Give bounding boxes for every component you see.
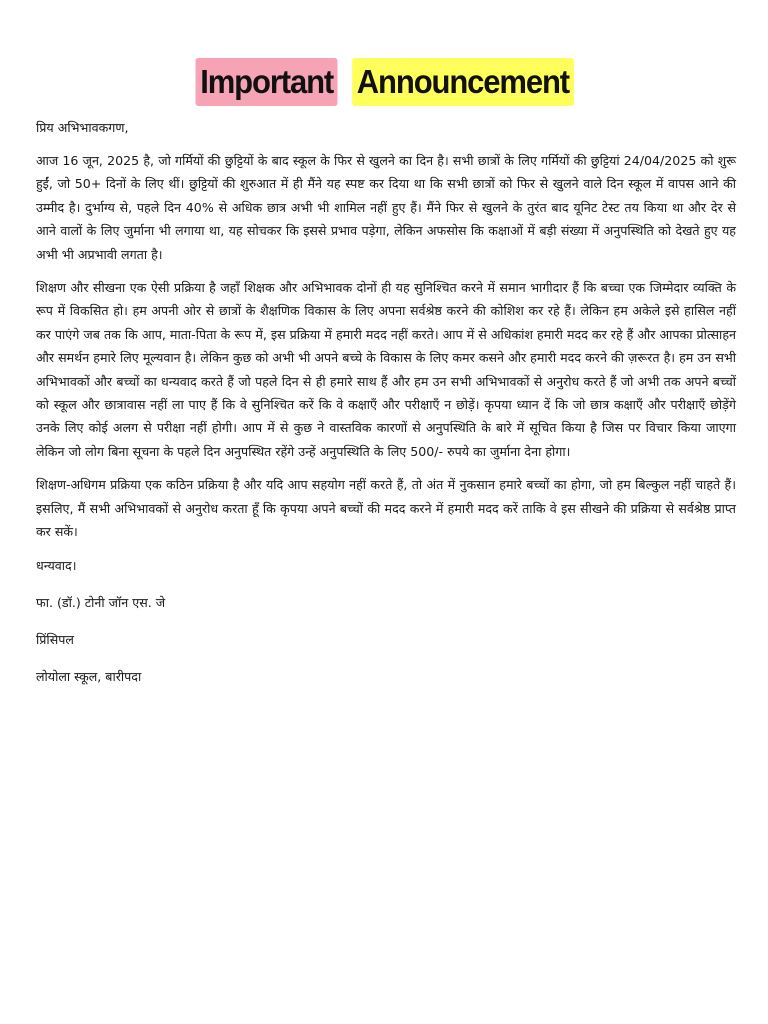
title-word-important: Important [196, 58, 338, 106]
signature-name: फा. (डॉ.) टोनी जॉन एस. जे [36, 594, 166, 610]
closing-thanks: धन्यवाद। [36, 557, 77, 573]
page-title [36, 58, 736, 106]
paragraph-request: शिक्षण-अधिगम प्रक्रिया एक कठिन प्रक्रिया है और यदि आप सहयोग नहीं करते हैं, तो अंत में नुकसान हमारे बच्चों का होगा, जो हम बिल्कुल नहीं चाहते हैं। इसलिए, मैं सभी अभिभावकों से अनुरोध करता हूँ कि कृपया अपने बच्चों की मदद करने में हमारी मदद करें ताकि वे इस सीखने की प्रक्रिया से सर्वश्रेष्ठ प्राप्त कर सकें। [36, 477, 736, 540]
title-word-announcement: Announcement [352, 58, 574, 106]
paragraph-reopening: आज 16 जून, 2025 है, जो गर्मियों की छुट्टियों के बाद स्कूल के फिर से खुलने का दिन है। सभी छात्रों के लिए गर्मियों की छुट्टियां 24/04/2025 को शुरू हुईं, जो 50+ दिनों के लिए थीं। छुट्टियों की शुरुआत में ही मैंने यह स्पष्ट कर दिया था कि सभी छात्रों को फिर से खुलने वाले दिन स्कूल में वापस आने की उम्मीद है। दुर्भाग्य से, पहले दिन 40% से अधिक छात्र अभी भी शामिल नहीं हुए हैं। मैंने फिर से खुलने के तुरंत बाद यूनिट टेस्ट तय किया था और देर से आने वालों के लिए जुर्माना भी लगाया था, यह सोचकर कि इससे प्रभाव पड़ेगा, लेकिन अफसोस कि कक्षाओं में बड़ी संख्या में अनुपस्थिति को देखते हुए यह अभी भी अप्रभावी लगता है। [36, 153, 736, 262]
salutation: प्रिय अभिभावकगण, [36, 120, 129, 135]
signature-designation: प्रिंसिपल [36, 631, 74, 647]
paragraph-teaching-learning: शिक्षण और सीखना एक ऐसी प्रक्रिया है जहाँ शिक्षक और अभिभावक दोनों ही यह सुनिश्चित करने में समान भागीदार हैं कि बच्चा एक जिम्मेदार व्यक्ति के रूप में विकसित हो। हम अपनी ओर से छात्रों के शैक्षणिक विकास के लिए अपना सर्वश्रेष्ठ करने की कोशिश कर रहे हैं। लेकिन हम अकेले इसे हासिल नहीं कर पाएंगे जब तक कि आप, माता-पिता के रूप में, इस प्रक्रिया में हमारी मदद नहीं करते। आप में से अधिकांश हमारी मदद कर रहे हैं और आपका प्रोत्साहन और समर्थन हमारे लिए मूल्यवान है। लेकिन कुछ को अभी भी अपने बच्चे के विकास के लिए कमर कसने और हमारी मदद करने की ज़रूरत है। हम उन सभी अभिभावकों और बच्चों का धन्यवाद करते हैं जो पहले दिन से ही हमारे साथ हैं और हम उन सभी अभिभावकों से अनुरोध करते हैं जो अभी तक अपने बच्चों को स्कूल और छात्रावास नहीं ला पाए हैं कि वे सुनिश्चित करें कि वे कक्षाएँ और परीक्षाएँ न छोड़ें। कृपया ध्यान दें कि जो छात्र कक्षाएँ और परीक्षाएँ छोड़ेंगे उनके लिए कोई अलग से परीक्षा नहीं होगी। आप में से कुछ ने वास्तविक कारणों से अनुपस्थिति के बारे में सूचित किया है जिस पर विचार किया जाएगा लेकिन जो लोग बिना सूचना के पहले दिन अनुपस्थित रहेंगे उन्हें अनुपस्थिति के लिए 500/- रुपये का जुर्माना देना होगा। [36, 280, 737, 459]
signature-institution: लोयोला स्कूल, बारीपदा [36, 668, 142, 684]
